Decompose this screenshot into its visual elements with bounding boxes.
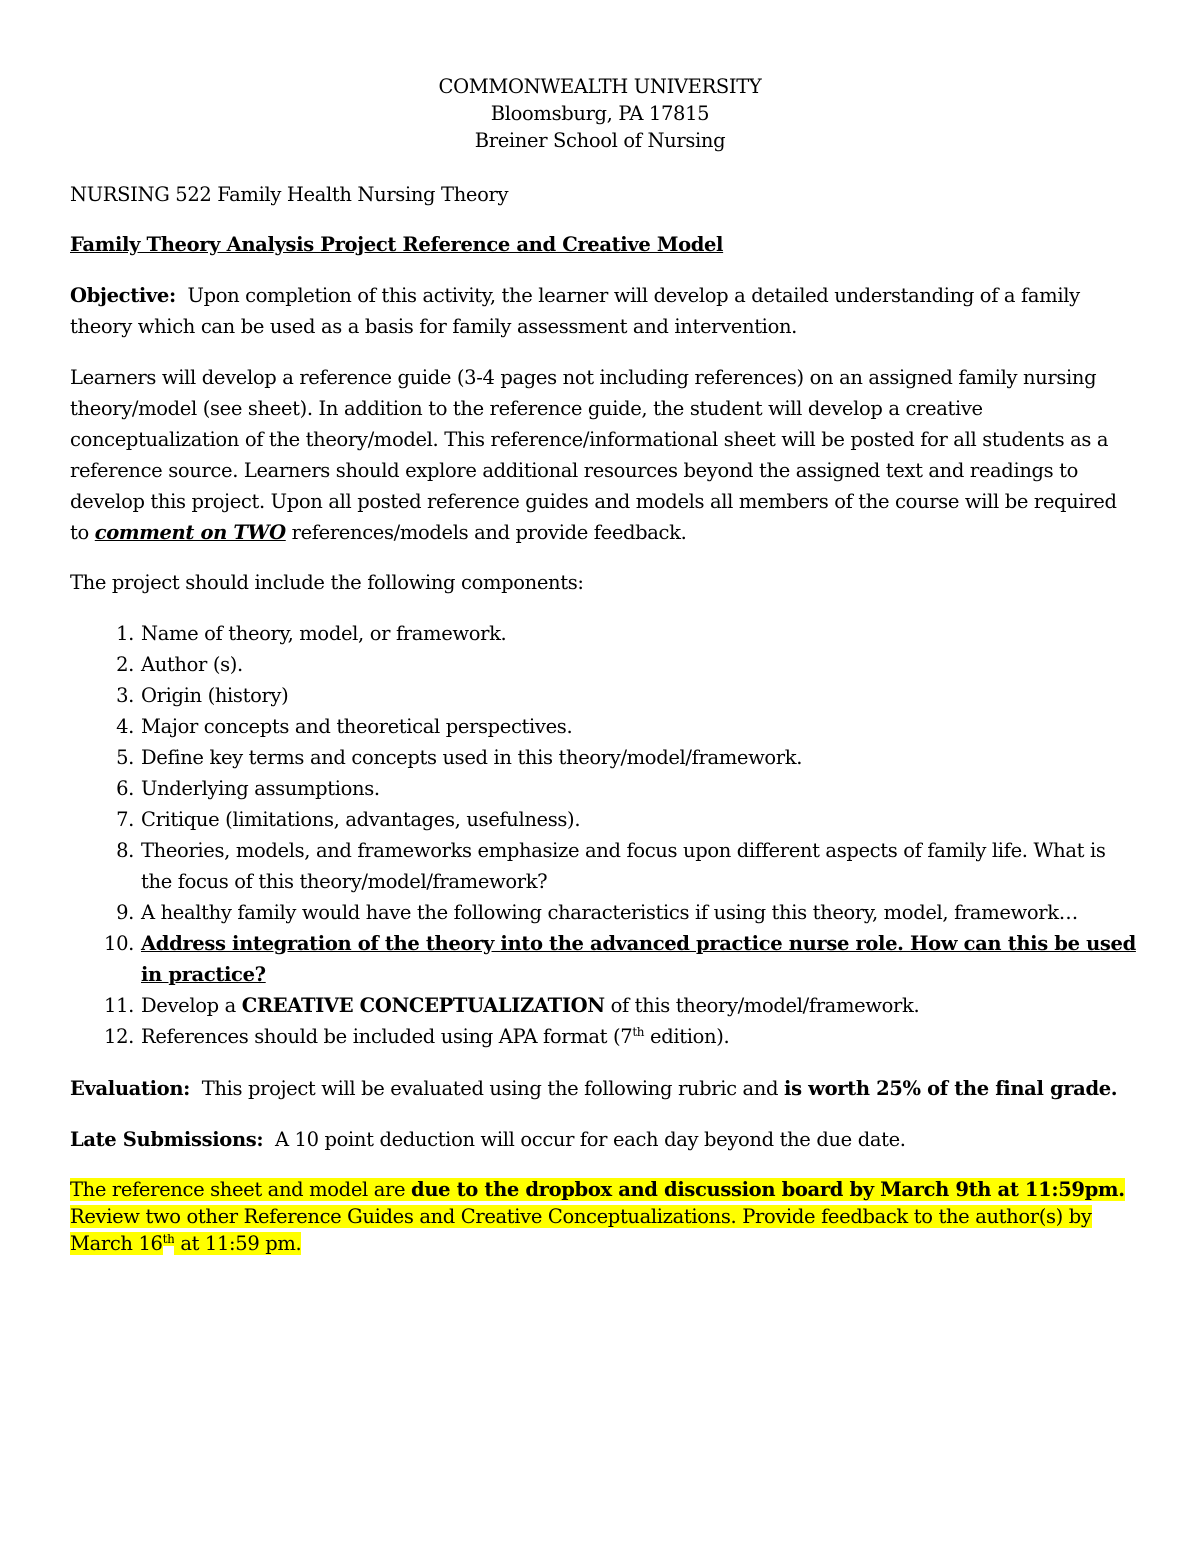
list-item-text-after: edition). (644, 1025, 730, 1048)
list-item-text: Name of theory, model, or framework. (141, 622, 507, 645)
learners-paragraph (70, 362, 1140, 548)
list-item-number: 6. (116, 777, 134, 800)
late-text: A 10 point deduction will occur for each day beyond the due date. (274, 1128, 906, 1151)
list-item-text: Origin (history) (141, 684, 289, 707)
late-label: Late Submissions: (70, 1128, 264, 1151)
university-name: COMMONWEALTH UNIVERSITY (438, 75, 762, 98)
list-item-number: 4. (116, 715, 134, 738)
document-header (0, 73, 1200, 154)
evaluation-bold: is worth 25% of the final grade. (784, 1077, 1118, 1100)
list-item-number: 2. (116, 653, 134, 676)
list-item (70, 773, 1140, 804)
deadline-bold: due to the dropbox and discussion board by March 9th at 11:59pm. (411, 1178, 1125, 1201)
list-item-text-before: Develop a (141, 994, 236, 1017)
list-item-text: Theories, models, and frameworks emphasize and focus upon different aspects of family life. What is the focus of this theory/model/framework? (141, 839, 1106, 893)
objective-paragraph (70, 280, 1140, 342)
list-item-text: Critique (limitations, advantages, usefulness). (141, 808, 581, 831)
list-item-superscript: th (632, 1025, 645, 1039)
evaluation-paragraph (70, 1073, 1140, 1104)
list-item-text: A healthy family would have the following characteristics if using this theory, model, framework… (141, 901, 1078, 924)
list-item-text: Define key terms and concepts used in this theory/model/framework. (141, 746, 803, 769)
list-item (70, 804, 1140, 835)
list-item-text: Author (s). (141, 653, 243, 676)
list-item-text: Major concepts and theoretical perspectives. (141, 715, 573, 738)
list-item-number: 7. (116, 808, 134, 831)
list-item (70, 897, 1140, 928)
learners-emphasis: comment on TWO (94, 521, 286, 544)
list-item-number: 3. (116, 684, 134, 707)
deadline-lead: The reference sheet and model are (70, 1178, 406, 1201)
deadline-review: Review two other Reference Guides and Creative Conceptualizations. Provide feedback to the author(s) by March 16 (70, 1205, 1092, 1255)
list-item (70, 742, 1140, 773)
objective-label: Objective: (70, 284, 176, 307)
university-location: Bloomsburg, PA 17815 (490, 102, 710, 125)
list-item (70, 928, 1140, 990)
list-item-text-after: of this theory/model/framework. (610, 994, 920, 1017)
school-name: Breiner School of Nursing (474, 129, 726, 152)
learners-text: Learners will develop a reference guide (3-4 pages not including references) on an assigned family nursing theory/model (see sheet). In addition to the reference guide, the student will develop a creative conceptualization of the theory/model. This reference/informational sheet will be posted for all students as a reference source. Learners should explore additional resources beyond the assigned text and readings to develop this project. Upon all posted reference guides and models all members of the course will be required to (70, 366, 1117, 544)
list-item (70, 1021, 1140, 1052)
learners-tail: references/models and provide feedback. (291, 521, 687, 544)
deadline-superscript: th (162, 1232, 175, 1246)
evaluation-text: This project will be evaluated using the following rubric and (201, 1077, 779, 1100)
list-item-number: 8. (116, 839, 134, 862)
list-item (70, 618, 1140, 649)
components-list (70, 618, 1140, 1052)
objective-text: Upon completion of this activity, the learner will develop a detailed understanding of a family theory which can be used as a basis for family assessment and intervention. (70, 284, 1080, 338)
list-item-text: Address integration of the theory into the advanced practice nurse role. How can this be used in practice? (141, 932, 1136, 986)
list-item (70, 680, 1140, 711)
components-intro: The project should include the following components: (70, 571, 584, 594)
list-item-number: 11. (104, 994, 134, 1017)
list-item-number: 1. (116, 622, 134, 645)
project-title: Family Theory Analysis Project Reference and Creative Model (70, 233, 724, 256)
list-item-number: 9. (116, 901, 134, 924)
list-item-text-before: References should be included using APA format (7 (141, 1025, 633, 1048)
deadline-paragraph (70, 1176, 1140, 1257)
list-item-number: 5. (116, 746, 134, 769)
late-submissions-paragraph (70, 1124, 1140, 1155)
deadline-tail: at 11:59 pm. (174, 1232, 302, 1255)
list-item-number: 10. (104, 932, 134, 955)
list-item (70, 711, 1140, 742)
list-item-number: 12. (104, 1025, 134, 1048)
list-item-text: Underlying assumptions. (141, 777, 380, 800)
list-item (70, 835, 1140, 897)
course-title: NURSING 522 Family Health Nursing Theory (70, 183, 509, 206)
list-item (70, 649, 1140, 680)
list-item (70, 990, 1140, 1021)
list-item-bold: CREATIVE CONCEPTUALIZATION (241, 994, 605, 1017)
evaluation-label: Evaluation: (70, 1077, 190, 1100)
